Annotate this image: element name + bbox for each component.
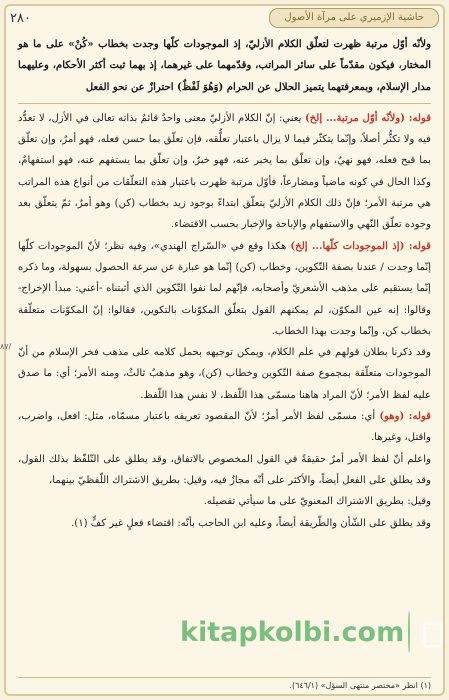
page-number: ٢٨٠ [10,10,31,26]
running-title: حاشية الإزميري على مرآة الأصول [269,8,439,28]
manuscript-folio-marker: /٨٧ [0,342,12,351]
commentary-paragraph [18,342,431,406]
commentary-label: قوله: (إذ الموجودات كلّها... إلخ) [290,240,431,252]
commentary-paragraph [18,406,431,449]
commentary-text: وقد يطلق على الشّأن والطّريقة أيضاً، وعليه ابن الحاجب بأنّه: اقتضاء فعلٍ غير كفٍّ (١). [71,517,431,529]
watermark-text: kitapkolbi.com [180,616,405,648]
commentary-paragraph [18,236,431,342]
matn-paragraph: ولأنّه أوّل مرتبة ظهرت لتعلّق الكلام الأزليّ، إذ الموجودات كلّها وجدت بخطاب «كُنْ» على ما هو المختار، فيكون مقدّماً على سائر المراتب، وقدّمهما على غيرهما، إذ بهما ثبت أكثر الأحكام، وعليهما مدار الإسلام، وبمعرفتهما يتميز الحلال عن الحرام (وَهُوَ لَفْظٌ) احترازٌ عن نحو الفعل [18,39,431,93]
watermark [180,610,410,654]
commentary-paragraph [18,108,431,236]
commentary-text: وقيل: بطريق الاشتراك المعنويّ على ما سيأتي تفصيله. [203,496,431,508]
page-body [18,34,431,666]
page-header [10,6,439,30]
commentary-paragraph [18,513,431,534]
section-divider [18,103,431,104]
commentary-text: واعلم أنّ لفظ الأمر أمرٌ حقيقةً في القول المخصوص بالاتفاق، وقد يطلق على التّلفّظ بذلك القول، وقد يطلق على الفعل أيضاً، والأكثر على أنّه مجازٌ فيه، وقيل: بطريق الاشتراك اللّفظيّ بينهما، [18,453,431,486]
commentary-paragraph [18,449,431,492]
commentary-text: يعني: إنّ الكلام الأزليّ معنى واحدٌ قائمٌ بذاته تعالى في الأزل، لا تعدُّد فيه ولا تكثُّر أصلاً، وإنّما يتكثّر فيما لا يزال باعتبار تعلُّقه، فإن تعلّق بما حسن فعله، فهو أمرٌ، وإن تعلّق بما قبح فعله، فهو نهيٌ، وإن تعلّق بما يخبر عنه، فهو خبرٌ، وإن تعلّق بما يستفهم عنه، فهو استفهامٌ، وكذا الحال في كونه ماضياً ومضارعاً، فأوّل مرتبة ظهرت باعتبار هذه التعلّقات من أنواع هذه المراتب هي مرتبة الأمر؛ فإنّ ذلك الكلام الأزليّ يتعلّق ابتداءً بوجود زيد بخطاب (كن) وهو أمرٌ، ثمّ يتعلّق بعد وجوده تعلّق النّهي والاستفهام والإباحة والإخبار بحسب الاقتضاء. [18,112,431,231]
commentary-label: قوله: (ولأنّه أوّل مرتبة... إلخ) [305,112,432,124]
commentary-text: هكذا وقع في «السّراج الهندي»، وفيه نظر؛ لأنّ الموجودات كلّها إنّما وجدت / عندنا بصفة التّكوين، وخطاب (كن) إنّما هو عبارة عن سرعة الحصول بسهولة، وما ذكره إنّما يستقيم على مذهب الأشعريّ وأصحابه، فإنّهم لما نفوا التّكوين الذي أثبتناه -أعني: مبدأ الإخراج- وقالوا: إنه عين المكوّن، لم يمكنهم القول بتعلّق المكوّنات بالتكوين، فقالوا: إنّ المكوّنات متعلّقة بخطاب كن، وإنّما وجدت بهذا الخطاب. [18,240,431,337]
commentary-paragraph [18,491,431,512]
commentary-text: وقد ذكرنا بطلان قولهم في علم الكلام، ويمكن توجيهه بحمل كلامه على مذهب فخر الإسلام من أنّ الموجودات متعلّقة بمجموع صفة التّكوين وخطاب (كن)، وهو مذهبٌ ثالثٌ، ومنه الأمر؛ أي: ما صدق عليه لفظ الأمر؛ لأنّ المراد هاهنا مسمّى هذا اللّفظ، لا نفس هذا اللّفظ. [18,347,431,401]
footnote: (١) انظر «مختصر منتهى السؤل» (٦٤٦/١). [18,677,431,690]
shop-bag-icon [408,611,410,653]
commentary-label: قوله: (وهو) [379,411,431,423]
commentary-text: أي: مسمّى لفظ الأمر أمرٌ؛ لأنّ المقصود تعريفه باعتبار مسمّاه، مثل: افعل، واضرب، واقتل، وغيرها. [18,411,431,444]
